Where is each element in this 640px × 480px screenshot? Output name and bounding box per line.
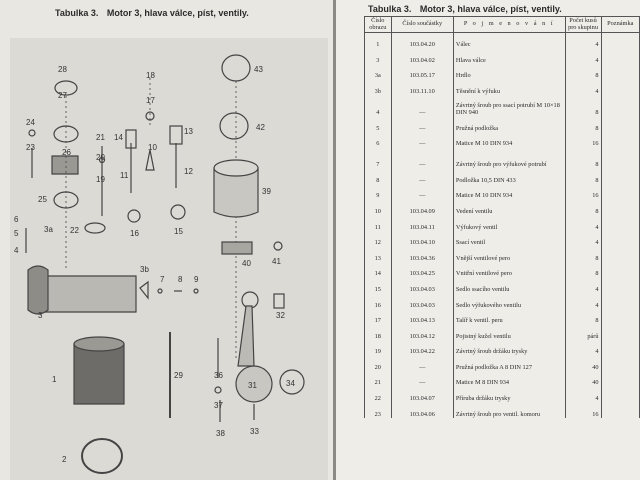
- callout-36: 36: [214, 371, 223, 380]
- part-quantity: 4: [565, 278, 601, 294]
- part-name: Sedlo výfukového ventilu: [453, 294, 565, 310]
- part-code: 103.04.36: [391, 247, 453, 263]
- part-name: Závrtný šroub pro ventil. komoru: [453, 403, 565, 419]
- parts-table: [364, 16, 640, 418]
- part-quantity: 4: [565, 294, 601, 310]
- part-code: 103.04.22: [391, 340, 453, 356]
- callout-11: 11: [120, 171, 129, 180]
- parts-table-body: [365, 33, 640, 419]
- callout-12: 12: [184, 167, 193, 176]
- part-name: Závrtný šroub pro ssací potrubí M 10×18 DIN 940: [453, 96, 565, 117]
- part-quantity: 8: [565, 117, 601, 133]
- part-drawing-16: [128, 210, 140, 222]
- right-table-title: Motor 3, hlava válce, píst, ventily.: [419, 4, 562, 14]
- part-code: —: [391, 132, 453, 148]
- right-page: [336, 0, 640, 480]
- table-row: [365, 247, 640, 263]
- part-drawing-9: [194, 289, 198, 293]
- part-code: —: [391, 117, 453, 133]
- part-drawing-7: [158, 289, 162, 293]
- callout-32: 32: [276, 311, 285, 320]
- part-name: Hrdlo: [453, 64, 565, 80]
- part-drawing-1: [74, 344, 124, 404]
- part-code: 103.04.25: [391, 262, 453, 278]
- callout-1: 1: [52, 375, 57, 384]
- part-drawing-conrod: [238, 306, 254, 366]
- part-note: [601, 340, 639, 356]
- callout-25: 25: [38, 195, 47, 204]
- part-code: 103.04.02: [391, 49, 453, 65]
- part-code: 103.11.10: [391, 80, 453, 96]
- part-quantity: 4: [565, 216, 601, 232]
- part-drawing-32: [274, 294, 284, 308]
- callout-42: 42: [256, 123, 265, 132]
- part-note: [601, 216, 639, 232]
- parts-table-header-row: [365, 17, 640, 33]
- callout-40: 40: [242, 259, 251, 268]
- callout-8: 8: [178, 275, 183, 284]
- callout-24: 24: [26, 118, 35, 127]
- row-number: 13: [365, 247, 392, 263]
- exploded-view-drawing: [10, 38, 328, 480]
- part-note: [601, 403, 639, 419]
- part-quantity: 8: [565, 247, 601, 263]
- callout-20: 20: [96, 153, 105, 162]
- table-row: [365, 262, 640, 278]
- part-drawing-2: [82, 439, 122, 473]
- right-page-header: [368, 4, 562, 14]
- row-number: 21: [365, 372, 392, 388]
- table-row: [365, 184, 640, 200]
- part-drawing-37: [215, 387, 221, 393]
- table-row: [365, 216, 640, 232]
- part-quantity: 8: [565, 262, 601, 278]
- part-name: Matice M 10 DIN 934: [453, 184, 565, 200]
- part-note: [601, 294, 639, 310]
- callout-15: 15: [174, 227, 183, 236]
- part-note: [601, 247, 639, 263]
- part-name: Talíř k ventil. peru: [453, 309, 565, 325]
- part-note: [601, 49, 639, 65]
- part-drawing-43: [222, 55, 250, 81]
- part-quantity: 4: [565, 387, 601, 403]
- callout-5: 5: [14, 229, 19, 238]
- part-code: —: [391, 184, 453, 200]
- part-name: Pojistný kužel ventilu: [453, 325, 565, 341]
- part-note: [601, 132, 639, 148]
- part-name: Podložka 10,5 DIN 433: [453, 169, 565, 185]
- part-code: —: [391, 169, 453, 185]
- table-row: [365, 49, 640, 65]
- table-row: [365, 403, 640, 419]
- part-drawing-25: [54, 192, 78, 208]
- part-drawing-40: [222, 242, 252, 254]
- callout-17: 17: [146, 96, 155, 105]
- part-code: —: [391, 148, 453, 169]
- part-quantity: párů: [565, 325, 601, 341]
- part-code: 103.04.13: [391, 309, 453, 325]
- callout-16: 16: [130, 229, 139, 238]
- table-row: [365, 64, 640, 80]
- part-quantity: 4: [565, 231, 601, 247]
- callout-23: 23: [26, 143, 35, 152]
- row-number: 20: [365, 356, 392, 372]
- row-number: 3: [365, 49, 392, 65]
- callout-33: 33: [250, 427, 259, 436]
- part-code: —: [391, 356, 453, 372]
- row-number: 6: [365, 132, 392, 148]
- table-row: [365, 148, 640, 169]
- callout-39: 39: [262, 187, 271, 196]
- row-number: 1: [365, 33, 392, 49]
- row-number: 15: [365, 278, 392, 294]
- part-drawing-24: [29, 130, 35, 136]
- part-note: [601, 169, 639, 185]
- part-drawing-26: [52, 156, 78, 174]
- table-row: [365, 80, 640, 96]
- part-code: 103.05.17: [391, 64, 453, 80]
- row-number: 16: [365, 294, 392, 310]
- callout-26: 26: [62, 148, 71, 157]
- part-quantity: 16: [565, 184, 601, 200]
- callout-14: 14: [114, 133, 123, 142]
- part-drawing-27: [54, 126, 78, 142]
- row-number: 3a: [365, 64, 392, 80]
- row-number: 22: [365, 387, 392, 403]
- part-note: [601, 262, 639, 278]
- column-header-quantity: Počet kusů pro skupinu: [565, 17, 601, 33]
- part-name: Vnější ventilové pero: [453, 247, 565, 263]
- exploded-view-illustration: [10, 38, 328, 480]
- row-number: 19: [365, 340, 392, 356]
- callout-3a: 3a: [44, 225, 53, 234]
- part-name: Výfukový ventil: [453, 216, 565, 232]
- part-note: [601, 80, 639, 96]
- part-quantity: 8: [565, 96, 601, 117]
- table-row: [365, 132, 640, 148]
- column-header-note: Poznámka: [601, 17, 639, 33]
- part-quantity: 16: [565, 132, 601, 148]
- part-code: 103.04.10: [391, 231, 453, 247]
- callout-41: 41: [272, 257, 281, 266]
- table-row: [365, 294, 640, 310]
- part-quantity: 8: [565, 64, 601, 80]
- part-note: [601, 372, 639, 388]
- part-note: [601, 148, 639, 169]
- row-number: 7: [365, 148, 392, 169]
- row-number: 8: [365, 169, 392, 185]
- row-number: 12: [365, 231, 392, 247]
- callout-2: 2: [62, 455, 67, 464]
- table-row: [365, 231, 640, 247]
- part-code: —: [391, 96, 453, 117]
- part-note: [601, 356, 639, 372]
- callout-4: 4: [14, 246, 19, 255]
- part-note: [601, 96, 639, 117]
- part-drawing-3b: [140, 282, 148, 298]
- part-name: Pružná podložka: [453, 117, 565, 133]
- left-table-title: Motor 3, hlava válce, píst, ventily.: [106, 8, 249, 18]
- part-quantity: 4: [565, 80, 601, 96]
- table-row: [365, 309, 640, 325]
- part-name: Hlava válce: [453, 49, 565, 65]
- part-quantity: 4: [565, 340, 601, 356]
- part-drawing-22: [85, 223, 105, 233]
- callout-labels: [14, 65, 295, 464]
- part-name: Válec: [453, 33, 565, 49]
- row-number: 17: [365, 309, 392, 325]
- callout-9: 9: [194, 275, 199, 284]
- table-row: [365, 200, 640, 216]
- part-quantity: 40: [565, 372, 601, 388]
- part-name: Pružná podložka A 8 DIN 127: [453, 356, 565, 372]
- callout-29: 29: [174, 371, 183, 380]
- part-name: Sedlo ssacího ventilu: [453, 278, 565, 294]
- row-number: 5: [365, 117, 392, 133]
- callout-19: 19: [96, 175, 105, 184]
- table-row: [365, 169, 640, 185]
- callout-34: 34: [286, 379, 295, 388]
- table-row: [365, 372, 640, 388]
- callout-13: 13: [184, 127, 193, 136]
- part-code: 103.04.07: [391, 387, 453, 403]
- callout-38: 38: [216, 429, 225, 438]
- callout-27: 27: [58, 91, 67, 100]
- part-quantity: 8: [565, 309, 601, 325]
- part-quantity: 8: [565, 200, 601, 216]
- column-header-number: Číslo obrazu: [365, 17, 392, 33]
- row-number: 23: [365, 403, 392, 419]
- part-name: Matice M 8 DIN 934: [453, 372, 565, 388]
- part-code: —: [391, 372, 453, 388]
- row-number: 9: [365, 184, 392, 200]
- part-drawing-3a: [28, 266, 48, 314]
- part-name: Matice M 10 DIN 934: [453, 132, 565, 148]
- part-name: Vedení ventilu: [453, 200, 565, 216]
- left-table-number: Tabulka 3.: [55, 8, 99, 18]
- row-number: 4: [365, 96, 392, 117]
- part-name: Vnitřní ventilové pero: [453, 262, 565, 278]
- table-row: [365, 96, 640, 117]
- callout-18: 18: [146, 71, 155, 80]
- part-note: [601, 33, 639, 49]
- part-code: 103.04.11: [391, 216, 453, 232]
- part-note: [601, 325, 639, 341]
- part-name: Závrtný šroub pro výfukové potrubí: [453, 148, 565, 169]
- part-code: 103.04.09: [391, 200, 453, 216]
- part-note: [601, 387, 639, 403]
- part-note: [601, 231, 639, 247]
- callout-10: 10: [148, 143, 157, 152]
- table-row: [365, 340, 640, 356]
- column-header-name: P o j m e n o v á n í: [453, 17, 565, 33]
- callout-6: 6: [14, 215, 19, 224]
- table-row: [365, 117, 640, 133]
- callout-37: 37: [214, 401, 223, 410]
- right-table-number: Tabulka 3.: [368, 4, 412, 14]
- part-drawing-42: [220, 113, 248, 139]
- callout-21: 21: [96, 133, 105, 142]
- table-row: [365, 356, 640, 372]
- part-note: [601, 184, 639, 200]
- callout-43: 43: [254, 65, 263, 74]
- part-note: [601, 64, 639, 80]
- part-code: 103.04.12: [391, 325, 453, 341]
- part-name: Těsnění k výfuku: [453, 80, 565, 96]
- part-drawing-41: [274, 242, 282, 250]
- part-drawing-3: [38, 276, 136, 312]
- row-number: 14: [365, 262, 392, 278]
- part-code: 103.04.03: [391, 294, 453, 310]
- part-code: 103.04.03: [391, 278, 453, 294]
- part-name: Příruba držáku trysky: [453, 387, 565, 403]
- part-quantity: 8: [565, 148, 601, 169]
- part-note: [601, 309, 639, 325]
- row-number: 10: [365, 200, 392, 216]
- callout-28: 28: [58, 65, 67, 74]
- row-number: 11: [365, 216, 392, 232]
- part-drawing-15: [171, 205, 185, 219]
- left-page-header: [55, 8, 249, 18]
- part-quantity: 4: [565, 33, 601, 49]
- callout-22: 22: [70, 226, 79, 235]
- part-note: [601, 117, 639, 133]
- callout-3b: 3b: [140, 265, 149, 274]
- part-code: 103.04.06: [391, 403, 453, 419]
- part-note: [601, 278, 639, 294]
- callout-7: 7: [160, 275, 165, 284]
- callout-31: 31: [248, 381, 257, 390]
- part-quantity: 4: [565, 49, 601, 65]
- part-drawing-13: [170, 126, 182, 144]
- part-quantity: 40: [565, 356, 601, 372]
- table-row: [365, 387, 640, 403]
- part-note: [601, 200, 639, 216]
- table-row: [365, 33, 640, 49]
- callout-3: 3: [38, 311, 43, 320]
- part-quantity: 16: [565, 403, 601, 419]
- row-number: 18: [365, 325, 392, 341]
- row-number: 3b: [365, 80, 392, 96]
- part-quantity: 8: [565, 169, 601, 185]
- part-name: Závrtný šroub držáku trysky: [453, 340, 565, 356]
- part-name: Ssací ventil: [453, 231, 565, 247]
- table-row: [365, 278, 640, 294]
- part-code: 103.04.20: [391, 33, 453, 49]
- table-row: [365, 325, 640, 341]
- column-header-code: Číslo součástky: [391, 17, 453, 33]
- part-drawing-10: [146, 150, 154, 170]
